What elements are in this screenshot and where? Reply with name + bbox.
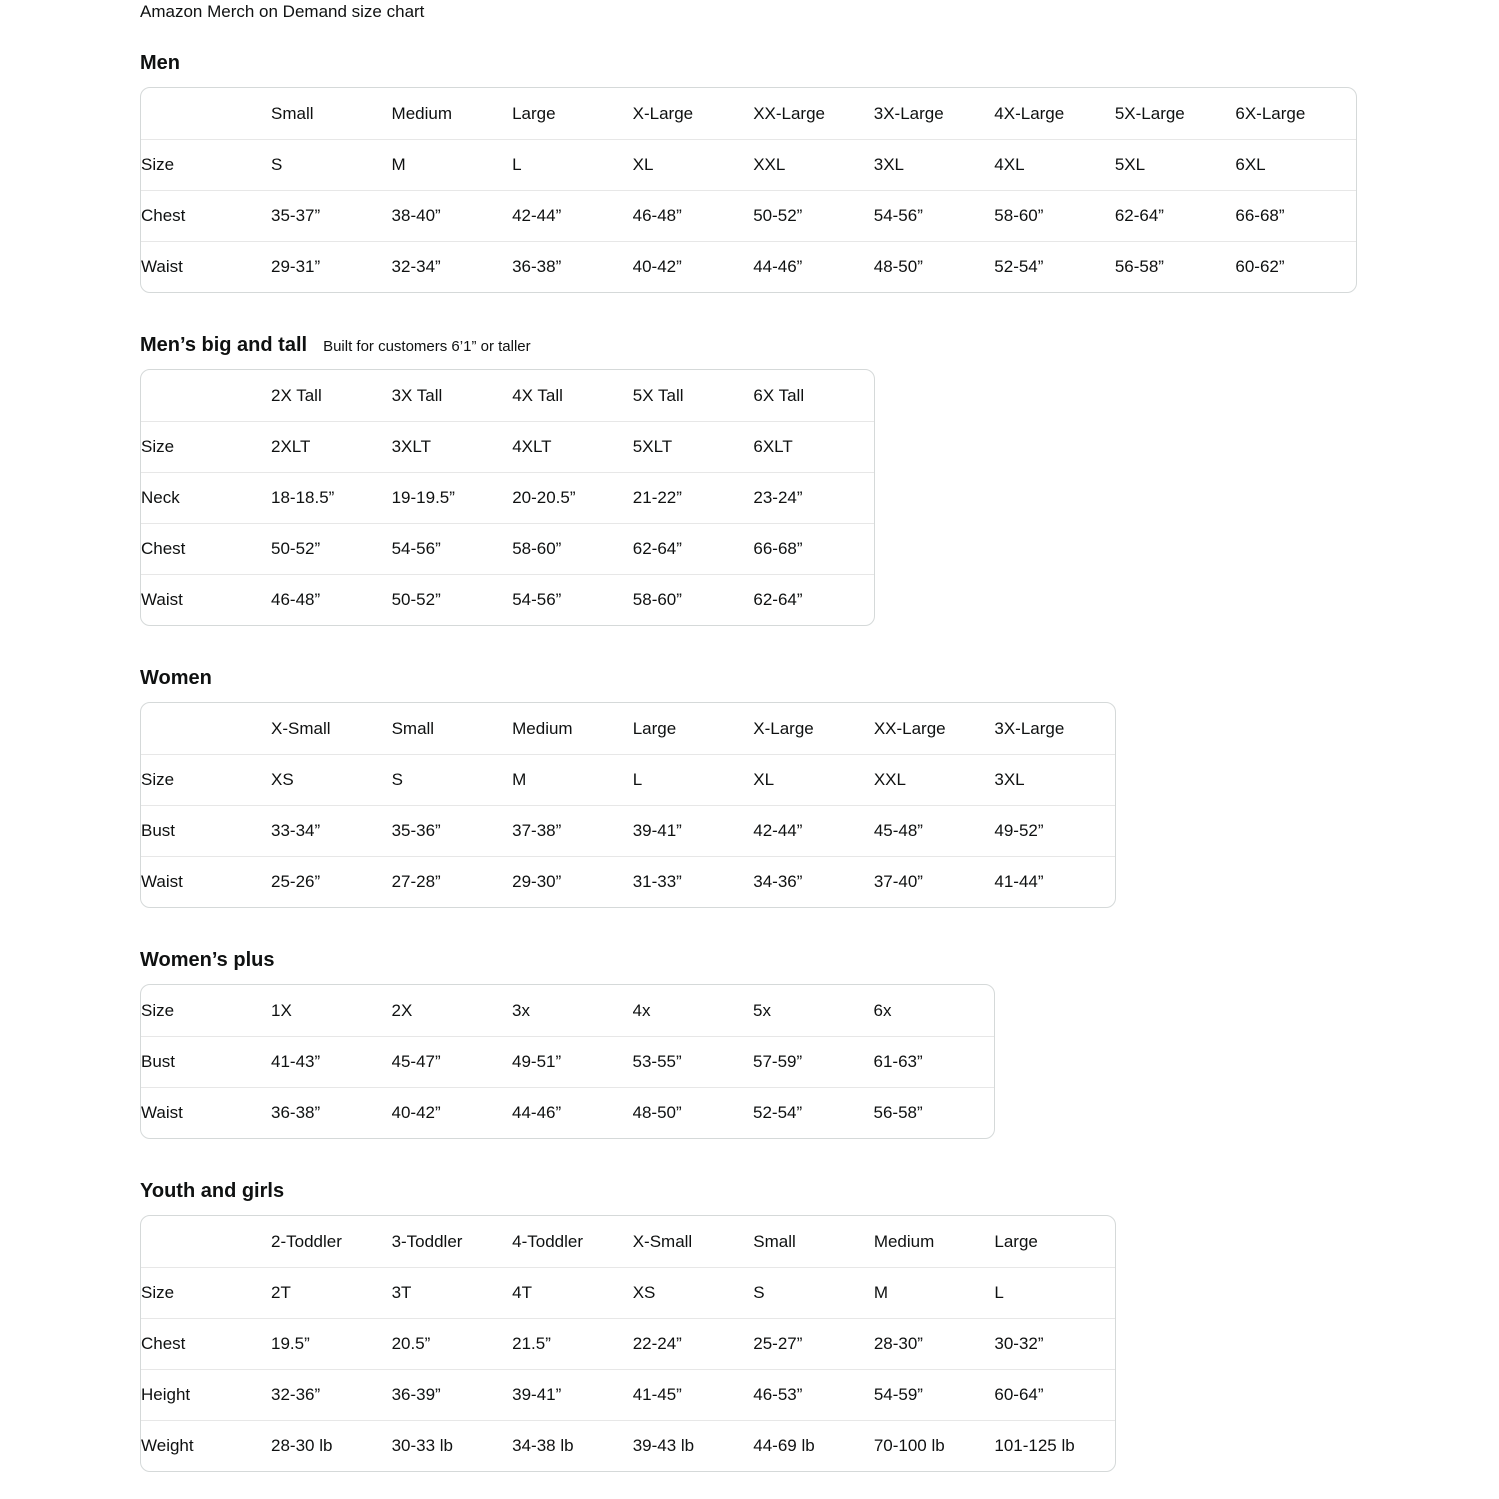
size-value-cell: 58-60” bbox=[633, 574, 754, 625]
size-table bbox=[141, 1216, 1115, 1471]
row-label: Size bbox=[141, 421, 271, 472]
column-header: Small bbox=[391, 718, 435, 738]
size-value-cell: 46-48” bbox=[633, 190, 754, 241]
table-row bbox=[141, 805, 1115, 856]
row-label: Waist bbox=[141, 241, 271, 292]
column-header: 5X Tall bbox=[632, 385, 684, 405]
size-table-card bbox=[140, 1215, 1116, 1472]
row-label: Size bbox=[141, 754, 271, 805]
size-value-cell: 58-60” bbox=[994, 190, 1115, 241]
table-header-row bbox=[141, 88, 1356, 139]
column-header: Medium bbox=[391, 103, 453, 123]
row-label: Chest bbox=[141, 523, 271, 574]
size-value-cell: S bbox=[753, 1267, 874, 1318]
size-value-cell: 49-52” bbox=[994, 805, 1115, 856]
size-value-cell: 18-18.5” bbox=[271, 472, 392, 523]
size-value-cell: 52-54” bbox=[753, 1087, 874, 1138]
size-value-cell: M bbox=[392, 139, 513, 190]
size-value-cell: 45-47” bbox=[392, 1036, 513, 1087]
size-value-cell: 28-30” bbox=[874, 1318, 995, 1369]
size-value-cell: 5x bbox=[753, 1000, 771, 1020]
size-value-cell: 25-27” bbox=[753, 1318, 874, 1369]
column-header: Large bbox=[632, 718, 677, 738]
row-label: Chest bbox=[141, 190, 271, 241]
size-value-cell: M bbox=[512, 754, 633, 805]
size-table bbox=[141, 703, 1115, 907]
size-value-cell: 6XL bbox=[1235, 139, 1356, 190]
section-heading: Men bbox=[140, 52, 180, 74]
column-header: X-Large bbox=[632, 103, 694, 123]
column-header: 3X-Large bbox=[994, 718, 1065, 738]
table-row bbox=[141, 856, 1115, 907]
section-heading-row bbox=[140, 333, 1459, 357]
section-womens-plus bbox=[140, 948, 1459, 1139]
size-value-cell: 6x bbox=[873, 1000, 892, 1020]
size-value-cell: 3T bbox=[392, 1267, 513, 1318]
size-value-cell: 35-36” bbox=[392, 805, 513, 856]
size-value-cell: 3x bbox=[512, 1000, 530, 1020]
size-value-cell: 33-34” bbox=[271, 805, 392, 856]
section-subtitle: Built for customers 6’1” or taller bbox=[323, 338, 531, 355]
row-label: Waist bbox=[141, 856, 271, 907]
size-value-cell: 4x bbox=[632, 1000, 651, 1020]
column-header: X-Large bbox=[753, 718, 814, 738]
section-heading-row bbox=[140, 1179, 1459, 1203]
column-header: 3X-Large bbox=[873, 103, 944, 123]
size-value-cell: S bbox=[392, 754, 513, 805]
size-value-cell: 32-34” bbox=[392, 241, 513, 292]
corner-cell bbox=[141, 88, 271, 139]
size-value-cell: 40-42” bbox=[633, 241, 754, 292]
size-value-cell: 46-53” bbox=[753, 1369, 874, 1420]
size-value-cell: S bbox=[271, 139, 392, 190]
size-value-cell: 3XL bbox=[994, 754, 1115, 805]
table-row bbox=[141, 1369, 1115, 1420]
size-table-card bbox=[140, 369, 875, 626]
size-value-cell: 60-64” bbox=[994, 1369, 1115, 1420]
size-value-cell: 56-58” bbox=[1115, 241, 1236, 292]
column-header: 2X Tall bbox=[271, 385, 322, 405]
size-value-cell: L bbox=[633, 754, 754, 805]
size-value-cell: 39-41” bbox=[633, 805, 754, 856]
table-row bbox=[141, 1087, 994, 1138]
size-value-cell: 52-54” bbox=[994, 241, 1115, 292]
size-value-cell: 54-59” bbox=[874, 1369, 995, 1420]
size-value-cell: 48-50” bbox=[633, 1087, 754, 1138]
table-row bbox=[141, 1267, 1115, 1318]
size-value-cell: 44-46” bbox=[753, 241, 874, 292]
size-value-cell: 44-46” bbox=[512, 1087, 633, 1138]
size-value-cell: 31-33” bbox=[633, 856, 754, 907]
column-header: X-Small bbox=[632, 1231, 693, 1251]
size-value-cell: 62-64” bbox=[1115, 190, 1236, 241]
column-header: 3X Tall bbox=[391, 385, 443, 405]
section-heading: Men’s big and tall bbox=[140, 334, 308, 356]
size-value-cell: 25-26” bbox=[271, 856, 392, 907]
corner-cell bbox=[141, 370, 271, 421]
size-value-cell: 2T bbox=[271, 1267, 392, 1318]
row-label: Size bbox=[141, 1000, 175, 1020]
row-label: Waist bbox=[141, 1087, 271, 1138]
size-value-cell: 2XLT bbox=[271, 421, 392, 472]
column-header: XX-Large bbox=[873, 718, 946, 738]
size-value-cell: L bbox=[512, 139, 633, 190]
section-heading-row bbox=[140, 51, 1459, 75]
size-value-cell: 38-40” bbox=[392, 190, 513, 241]
column-header: Small bbox=[271, 103, 314, 123]
section-heading: Youth and girls bbox=[140, 1180, 285, 1202]
size-value-cell: XL bbox=[753, 754, 874, 805]
size-value-cell: 42-44” bbox=[753, 805, 874, 856]
section-heading-row bbox=[140, 666, 1459, 690]
corner-cell bbox=[141, 1216, 271, 1267]
size-table-card bbox=[140, 984, 995, 1139]
section-heading-row bbox=[140, 948, 1459, 972]
size-value-cell: 5XL bbox=[1115, 139, 1236, 190]
size-value-cell: 30-32” bbox=[994, 1318, 1115, 1369]
size-value-cell: 34-36” bbox=[753, 856, 874, 907]
table-row bbox=[141, 754, 1115, 805]
table-row bbox=[141, 574, 874, 625]
column-header: Medium bbox=[512, 718, 573, 738]
size-value-cell: 4XL bbox=[994, 139, 1115, 190]
column-header: Large bbox=[512, 103, 556, 123]
size-value-cell: 53-55” bbox=[633, 1036, 754, 1087]
size-value-cell: 20.5” bbox=[392, 1318, 513, 1369]
size-value-cell: 50-52” bbox=[271, 523, 392, 574]
table-row bbox=[141, 190, 1356, 241]
size-table bbox=[141, 370, 874, 625]
table-row bbox=[141, 1318, 1115, 1369]
size-value-cell: XXL bbox=[874, 754, 995, 805]
size-value-cell: 21-22” bbox=[633, 472, 754, 523]
size-value-cell: 4XLT bbox=[512, 421, 633, 472]
size-value-cell: 4T bbox=[512, 1267, 633, 1318]
size-value-cell: 27-28” bbox=[392, 856, 513, 907]
row-label: Height bbox=[141, 1369, 271, 1420]
row-label: Bust bbox=[141, 805, 271, 856]
size-value-cell: 29-30” bbox=[512, 856, 633, 907]
table-row bbox=[141, 241, 1356, 292]
size-value-cell: 37-40” bbox=[874, 856, 995, 907]
column-header: X-Small bbox=[271, 718, 331, 738]
row-label: Bust bbox=[141, 1036, 271, 1087]
size-table bbox=[141, 985, 994, 1138]
size-table-card bbox=[140, 702, 1116, 908]
size-value-cell: 39-41” bbox=[512, 1369, 633, 1420]
size-value-cell: 49-51” bbox=[512, 1036, 633, 1087]
size-value-cell: 62-64” bbox=[753, 574, 874, 625]
table-row bbox=[141, 139, 1356, 190]
size-value-cell: 3XL bbox=[874, 139, 995, 190]
size-value-cell: 44-69 lb bbox=[753, 1420, 874, 1471]
row-label: Neck bbox=[141, 472, 271, 523]
size-value-cell: 5XLT bbox=[633, 421, 754, 472]
size-value-cell: XS bbox=[633, 1267, 754, 1318]
size-value-cell: 19-19.5” bbox=[392, 472, 513, 523]
column-header: 4X-Large bbox=[994, 103, 1065, 123]
size-value-cell: XS bbox=[271, 754, 392, 805]
size-value-cell: 60-62” bbox=[1235, 241, 1356, 292]
size-table bbox=[141, 88, 1356, 292]
size-value-cell: 101-125 lb bbox=[994, 1420, 1115, 1471]
size-value-cell: 62-64” bbox=[633, 523, 754, 574]
section-women bbox=[140, 666, 1459, 908]
size-value-cell: 28-30 lb bbox=[271, 1420, 392, 1471]
size-value-cell: 41-44” bbox=[994, 856, 1115, 907]
size-value-cell: 66-68” bbox=[1235, 190, 1356, 241]
size-value-cell: 36-38” bbox=[512, 241, 633, 292]
size-value-cell: 46-48” bbox=[271, 574, 392, 625]
size-value-cell: L bbox=[994, 1267, 1115, 1318]
size-value-cell: M bbox=[874, 1267, 995, 1318]
size-value-cell: 50-52” bbox=[392, 574, 513, 625]
column-header: 6X-Large bbox=[1235, 103, 1306, 123]
table-row bbox=[141, 421, 874, 472]
size-value-cell: 40-42” bbox=[392, 1087, 513, 1138]
size-table-card bbox=[140, 87, 1357, 293]
size-value-cell: 23-24” bbox=[753, 472, 874, 523]
table-header-row bbox=[141, 1216, 1115, 1267]
column-header: 2-Toddler bbox=[271, 1231, 342, 1251]
size-value-cell: 54-56” bbox=[512, 574, 633, 625]
size-value-cell: 50-52” bbox=[753, 190, 874, 241]
size-value-cell: 57-59” bbox=[753, 1036, 874, 1087]
size-value-cell: 1X bbox=[271, 1000, 292, 1020]
size-value-cell: 41-45” bbox=[633, 1369, 754, 1420]
column-header: 4X Tall bbox=[512, 385, 563, 405]
size-value-cell: 70-100 lb bbox=[874, 1420, 995, 1471]
size-value-cell: 29-31” bbox=[271, 241, 392, 292]
column-header: Medium bbox=[873, 1231, 935, 1251]
size-value-cell: 19.5” bbox=[271, 1318, 392, 1369]
size-value-cell: 66-68” bbox=[753, 523, 874, 574]
size-value-cell: 36-39” bbox=[392, 1369, 513, 1420]
row-label: Chest bbox=[141, 1318, 271, 1369]
size-value-cell: 32-36” bbox=[271, 1369, 392, 1420]
size-value-cell: XXL bbox=[753, 139, 874, 190]
section-heading: Women’s plus bbox=[140, 949, 275, 971]
size-value-cell: 30-33 lb bbox=[392, 1420, 513, 1471]
size-value-cell: 36-38” bbox=[271, 1087, 392, 1138]
section-heading: Women bbox=[140, 667, 212, 689]
size-value-cell: 58-60” bbox=[512, 523, 633, 574]
size-value-cell: 39-43 lb bbox=[633, 1420, 754, 1471]
size-value-cell: 21.5” bbox=[512, 1318, 633, 1369]
size-chart-sections bbox=[140, 51, 1459, 1472]
table-row bbox=[141, 523, 874, 574]
size-value-cell: 42-44” bbox=[512, 190, 633, 241]
size-value-cell: 20-20.5” bbox=[512, 472, 633, 523]
size-value-cell: 56-58” bbox=[874, 1087, 995, 1138]
table-row bbox=[141, 1036, 994, 1087]
section-mens-big-and-tall bbox=[140, 333, 1459, 626]
column-header: 6X Tall bbox=[753, 385, 805, 405]
size-value-cell: XL bbox=[633, 139, 754, 190]
size-value-cell: 22-24” bbox=[633, 1318, 754, 1369]
table-header-row bbox=[141, 370, 874, 421]
size-value-cell: 37-38” bbox=[512, 805, 633, 856]
row-label: Waist bbox=[141, 574, 271, 625]
size-value-cell: 3XLT bbox=[392, 421, 513, 472]
row-label: Size bbox=[141, 139, 271, 190]
column-header: XX-Large bbox=[753, 103, 826, 123]
size-value-cell: 6XLT bbox=[753, 421, 874, 472]
size-value-cell: 61-63” bbox=[874, 1036, 995, 1087]
row-label: Weight bbox=[141, 1420, 271, 1471]
size-value-cell: 54-56” bbox=[392, 523, 513, 574]
row-label: Size bbox=[141, 1267, 271, 1318]
column-header: Small bbox=[753, 1231, 796, 1251]
column-header: Large bbox=[994, 1231, 1038, 1251]
column-header: 4-Toddler bbox=[512, 1231, 583, 1251]
table-row bbox=[141, 1420, 1115, 1471]
size-value-cell: 45-48” bbox=[874, 805, 995, 856]
section-youth-and-girls bbox=[140, 1179, 1459, 1472]
column-header: 5X-Large bbox=[1114, 103, 1185, 123]
page-title: Amazon Merch on Demand size chart bbox=[140, 2, 425, 21]
section-men bbox=[140, 51, 1459, 293]
size-value-cell: 34-38 lb bbox=[512, 1420, 633, 1471]
size-value-cell: 35-37” bbox=[271, 190, 392, 241]
column-header: 3-Toddler bbox=[391, 1231, 463, 1251]
size-value-cell: 48-50” bbox=[874, 241, 995, 292]
size-value-cell: 54-56” bbox=[874, 190, 995, 241]
table-row bbox=[141, 985, 994, 1036]
size-value-cell: 2X bbox=[391, 1000, 413, 1020]
size-value-cell: 41-43” bbox=[271, 1036, 392, 1087]
table-row bbox=[141, 472, 874, 523]
table-header-row bbox=[141, 703, 1115, 754]
corner-cell bbox=[141, 703, 271, 754]
